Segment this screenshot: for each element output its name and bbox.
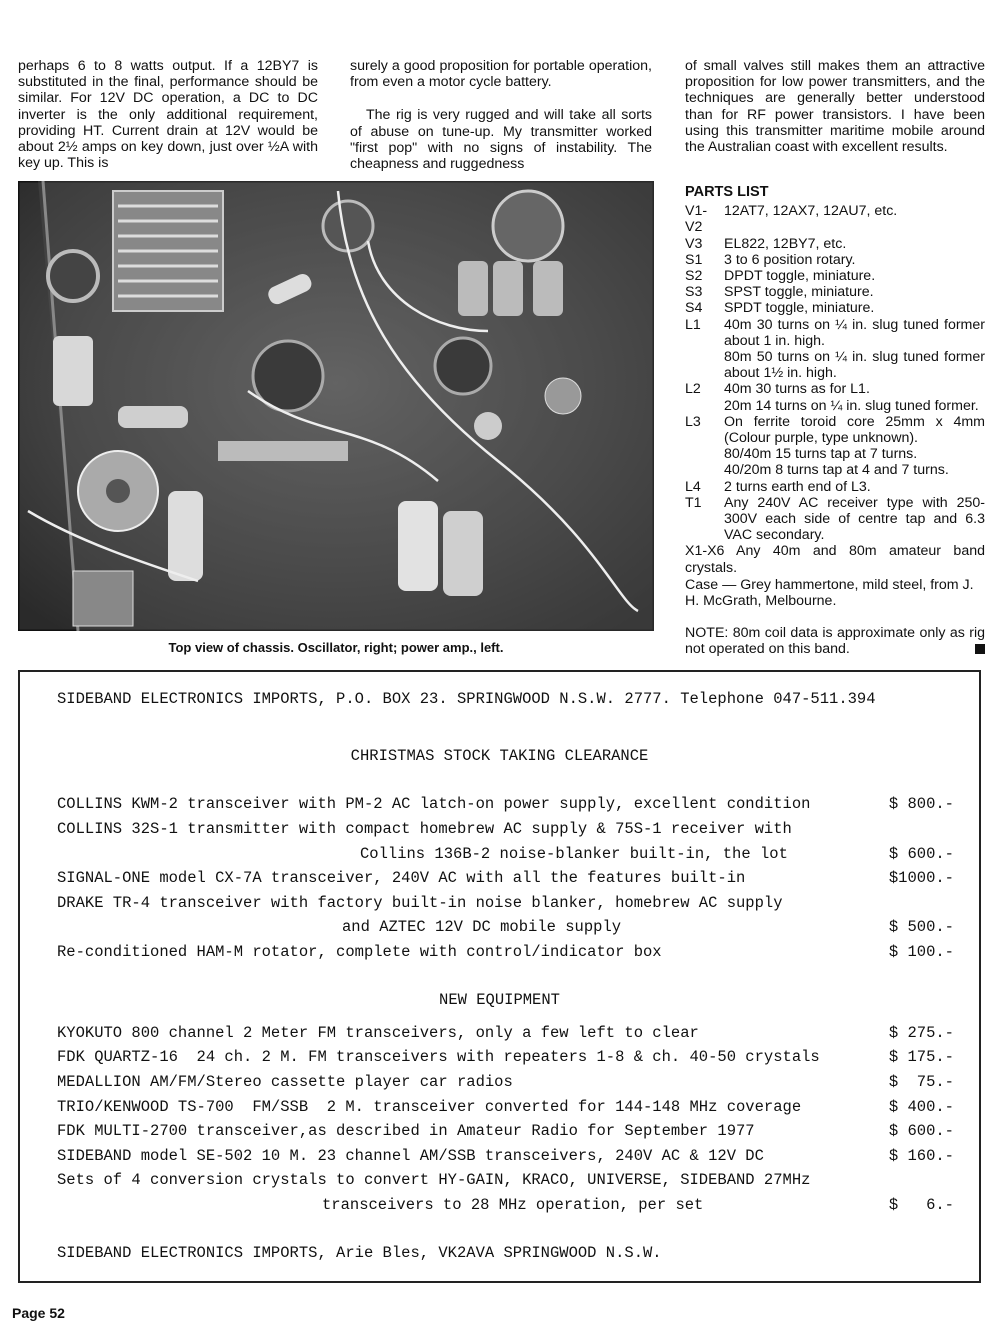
part-desc: On ferrite toroid core 25mm x 4mm (Colour purple, type unknown). xyxy=(724,413,985,447)
ad-item xyxy=(57,794,954,814)
ad-item xyxy=(57,1146,954,1166)
ad-item xyxy=(57,1047,954,1067)
ad-section-title: NEW EQUIPMENT xyxy=(439,991,560,1009)
part-desc: 2 turns earth end of L3. xyxy=(724,478,871,495)
ad-item-text: Re-conditioned HAM-M rotator, complete with control/indicator box xyxy=(57,943,662,961)
ad-item xyxy=(57,1170,954,1190)
part-ref: L3 xyxy=(685,413,701,430)
part-ref: V1-V2 xyxy=(685,203,708,236)
end-mark-icon xyxy=(975,644,985,654)
part-ref: T1 xyxy=(685,494,702,511)
part-desc: 20m 14 turns on ¼ in. slug tuned former. xyxy=(724,397,979,414)
parts-list xyxy=(685,184,985,609)
ad-item-price: $ 500.- xyxy=(888,918,954,936)
parts-item xyxy=(685,203,985,235)
ad-item-price: $ 275.- xyxy=(888,1024,954,1042)
ad-item-text: COLLINS KWM-2 transceiver with PM-2 AC latch-on power supply, excellent condition xyxy=(57,795,811,813)
parts-note xyxy=(685,625,985,657)
part-desc: Any 240V AC receiver type with 250-300V each side of centre tap and 6.3 VAC secondary. xyxy=(724,494,985,544)
ad-item-price: $ 160.- xyxy=(888,1147,954,1165)
ad-header: SIDEBAND ELECTRONICS IMPORTS, P.O. BOX 23. SPRINGWOOD N.S.W. 2777. Telephone 047-511.394 xyxy=(57,690,876,708)
parts-item xyxy=(685,284,985,300)
ad-item-text: Sets of 4 conversion crystals to convert HY-GAIN, KRACO, UNIVERSE, SIDEBAND 27MHz xyxy=(57,1171,811,1189)
ad-item xyxy=(57,1023,954,1043)
advertisement-box xyxy=(18,670,981,1283)
ad-item-text: transceivers to 28 MHz operation, per set xyxy=(322,1196,704,1214)
ad-item-text: DRAKE TR-4 transceiver with factory built-in noise blanker, homebrew AC supply xyxy=(57,894,783,912)
part-desc: 40/20m 8 turns tap at 4 and 7 turns. xyxy=(724,462,949,479)
ad-item-price: $ 400.- xyxy=(888,1098,954,1116)
part-ref: L4 xyxy=(685,478,701,495)
ad-item-text: MEDALLION AM/FM/Stereo cassette player car radios xyxy=(57,1073,513,1091)
note-text: NOTE: 80m coil data is approximate only as rig not operated on this band. xyxy=(685,625,985,658)
parts-item xyxy=(685,495,985,544)
part-desc: EL822, 12BY7, etc. xyxy=(724,235,847,252)
parts-item xyxy=(685,252,985,268)
ad-item xyxy=(57,893,954,913)
ad-item-text: SIDEBAND model SE-502 10 M. 23 channel AM/SSB transceivers, 240V AC & 12V DC xyxy=(57,1147,764,1165)
part-ref: L2 xyxy=(685,381,701,398)
chassis-photo xyxy=(18,181,654,631)
part-desc: 12AT7, 12AX7, 12AU7, etc. xyxy=(724,203,898,220)
part-ref: S2 xyxy=(685,268,703,285)
article-column-2 xyxy=(350,58,652,172)
part-ref: L1 xyxy=(685,316,701,333)
parts-item xyxy=(685,479,985,495)
part-desc: 80m 50 turns on ¼ in. slug tuned former about 1½ in. high. xyxy=(724,349,985,382)
ad-item-price: $ 600.- xyxy=(888,1122,954,1140)
part-ref: S3 xyxy=(685,284,703,301)
parts-item xyxy=(685,300,985,316)
ad-item xyxy=(57,1121,954,1141)
ad-item-text: KYOKUTO 800 channel 2 Meter FM transceivers, only a few left to clear xyxy=(57,1024,699,1042)
article-text: perhaps 6 to 8 watts output. If a 12BY7 is substituted in the final, performance should be similar. For 12V DC operation, a DC to DC inverter is the only additional requirement, providing HT. Current drain at 12V would be about 2½ amps on key down, just over ½A with key up. This is xyxy=(18,58,318,172)
part-desc: SPDT toggle, miniature. xyxy=(724,300,875,317)
ad-item-price: $ 100.- xyxy=(888,943,954,961)
ad-item-text: FDK MULTI-2700 transceiver,as described in Amateur Radio for September 1977 xyxy=(57,1122,755,1140)
ad-item-text: SIGNAL-ONE model CX-7A transceiver, 240V AC with all the features built-in xyxy=(57,869,746,887)
ad-item xyxy=(57,819,954,839)
article-column-1 xyxy=(18,58,318,171)
ad-section-title: CHRISTMAS STOCK TAKING CLEARANCE xyxy=(350,747,649,765)
ad-item-price: $1000.- xyxy=(888,869,954,887)
ad-item xyxy=(57,1097,954,1117)
ad-item xyxy=(57,1195,954,1215)
ad-item xyxy=(57,917,954,937)
ad-item-price: $ 600.- xyxy=(888,845,954,863)
part-ref: S4 xyxy=(685,300,703,317)
article-column-3 xyxy=(685,58,985,155)
parts-item xyxy=(685,414,985,479)
ad-item-text: Collins 136B-2 noise-blanker built-in, the lot xyxy=(360,845,788,863)
parts-item xyxy=(685,268,985,284)
ad-item-price: $ 75.- xyxy=(888,1073,954,1091)
parts-item-crystals: X1-X6 Any 40m and 80m amateur band crystals. xyxy=(685,543,985,576)
photo-caption: Top view of chassis. Oscillator, right; power amp., left. xyxy=(168,640,504,655)
ad-item-price: $ 6.- xyxy=(888,1196,954,1214)
parts-list-heading: PARTS LIST xyxy=(685,184,769,200)
part-desc: 80/40m 15 turns tap at 7 turns. xyxy=(724,446,918,463)
ad-item-text: and AZTEC 12V DC mobile supply xyxy=(342,918,622,936)
ad-footer: SIDEBAND ELECTRONICS IMPORTS, Arie Bles, VK2AVA SPRINGWOOD N.S.W. xyxy=(57,1244,662,1262)
parts-item xyxy=(685,317,985,382)
case-label: Case xyxy=(685,576,719,593)
ad-item-text: FDK QUARTZ-16 24 ch. 2 M. FM transceivers with repeaters 1-8 & ch. 40-50 crystals xyxy=(57,1048,820,1066)
article-text: surely a good proposition for portable operation, from even a motor cycle battery. xyxy=(350,58,652,91)
parts-item xyxy=(685,236,985,252)
part-ref: V3 xyxy=(685,235,703,252)
parts-item-case: Case — Grey hammertone, mild steel, from J. H. McGrath, Melbourne. xyxy=(685,576,974,610)
ad-item xyxy=(57,844,954,864)
article-text: of small valves still makes them an attractive proposition for low power transmitters, and the techniques are generally better understood than for RF power transistors. I have been using this transmitter maritime mobile around the Australian coast with excellent results. xyxy=(685,58,985,156)
ad-item-text: TRIO/KENWOOD TS-700 FM/SSB 2 M. transceiver converted for 144-148 MHz coverage xyxy=(57,1098,802,1116)
article-text: The rig is very rugged and will take all sorts of abuse on tune-up. My transmitter worked "first pop" with no signs of instability. The cheapness and ruggedness xyxy=(350,107,652,173)
part-desc: SPST toggle, miniature. xyxy=(724,284,874,301)
ad-item xyxy=(57,942,954,962)
ad-item xyxy=(57,1072,954,1092)
ad-item-text: COLLINS 32S-1 transmitter with compact homebrew AC supply & 75S-1 receiver with xyxy=(57,820,792,838)
ad-item-price: $ 800.- xyxy=(888,795,954,813)
part-desc: 40m 30 turns on ¼ in. slug tuned former about 1 in. high. xyxy=(724,316,985,349)
part-desc: 3 to 6 position rotary. xyxy=(724,251,856,268)
part-desc: 40m 30 turns as for L1. xyxy=(724,381,870,398)
ad-item xyxy=(57,868,954,888)
ad-item-price: $ 175.- xyxy=(888,1048,954,1066)
part-ref: S1 xyxy=(685,251,703,268)
page-number: Page 52 xyxy=(12,1305,65,1321)
parts-item xyxy=(685,381,985,413)
part-desc: DPDT toggle, miniature. xyxy=(724,268,876,285)
case-text: Grey hammertone, mild steel, from J. H. McGrath, Melbourne. xyxy=(685,576,974,610)
